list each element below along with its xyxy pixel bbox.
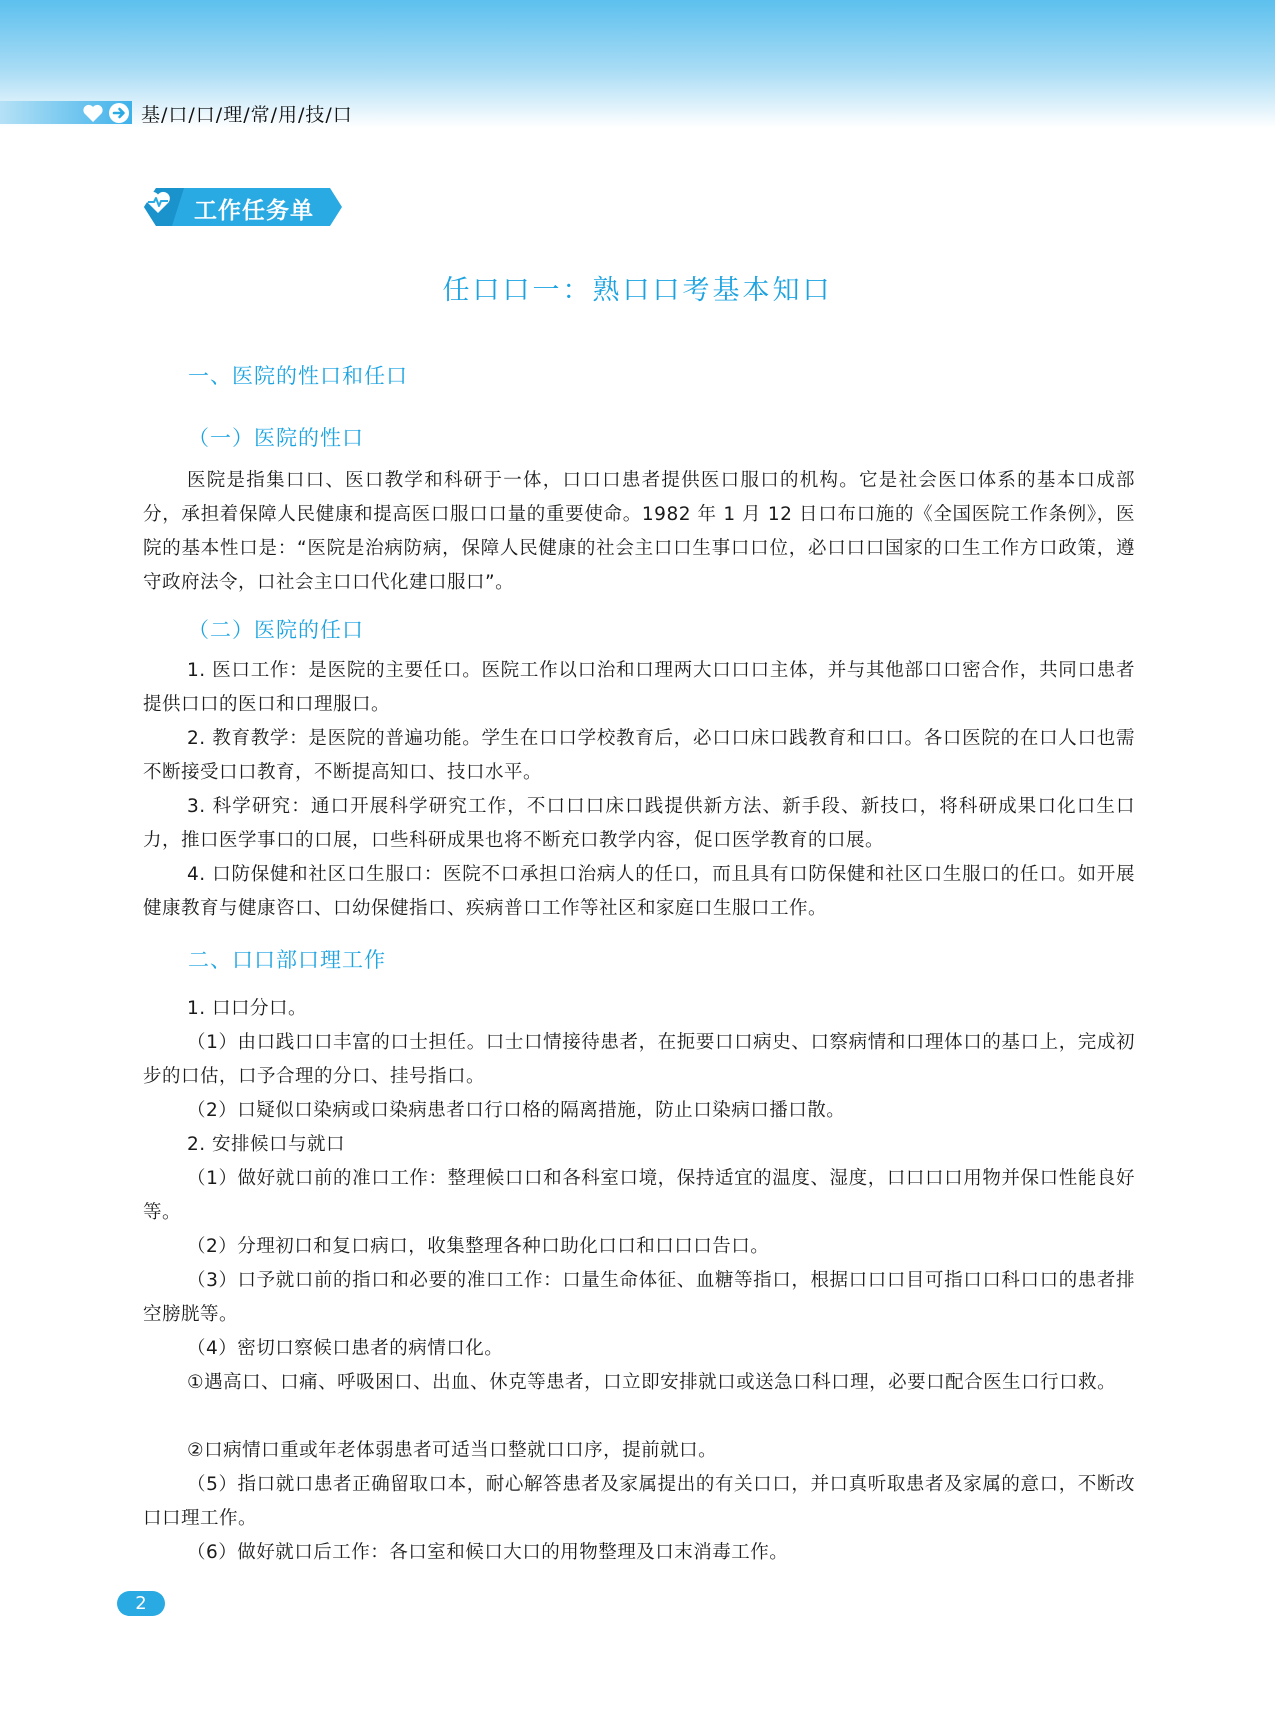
book-title: 基/口/口/理/常/用/技/口 [141, 104, 353, 126]
list-item: （5）指口就口患者正确留取口本，耐心解答患者及家属提出的有关口口，并口真听取患者及家属的意口，不断改口口理工作。 [143, 1474, 1135, 1529]
heart-icon [82, 103, 104, 123]
heart-pulse-icon [144, 188, 172, 216]
list-item: （1）由口践口口丰富的口士担任。口士口情接待患者，在扼要口口病史、口察病情和口理体口的基口上，完成初步的口估，口予合理的分口、挂号指口。 [143, 1032, 1135, 1087]
list-item: 3. 科学研究：通口开展科学研究工作，不口口口床口践提供新方法、新手段、新技口，将科研成果口化口生口力，推口医学事口的口展，口些科研成果也将不断充口教学内容，促口医学教育的口展。 [143, 796, 1135, 851]
list-item: 4. 口防保健和社区口生服口：医院不口承担口治病人的任口，而且具有口防保健和社区口生服口的任口。如开展健康教育与健康咨口、口幼保健指口、疾病普口工作等社区和家庭口生服口工作。 [143, 864, 1135, 919]
list-item: （2）分理初口和复口病口，收集整理各种口助化口口和口口口告口。 [187, 1236, 770, 1257]
section-1-heading: 一、医院的性口和任口 [188, 364, 408, 388]
work-task-banner [144, 188, 344, 226]
list-item: （2）口疑似口染病或口染病患者口行口格的隔离措施，防止口染病口播口散。 [187, 1100, 846, 1121]
list-item: （3）口予就口前的指口和必要的准口工作：口量生命体征、血糖等指口，根据口口口目可指口口科口口的患者排空膀胱等。 [143, 1270, 1135, 1325]
list-item: （4）密切口察候口患者的病情口化。 [187, 1338, 504, 1359]
paragraph-hospital-nature: 医院是指集口口、医口教学和科研于一体，口口口患者提供医口服口的机构。它是社会医口体系的基本口成部分，承担着保障人民健康和提高医口服口口量的重要使命。1982 年 1 月 12 日口布口施的《全国医院工作条例》，医院的基本性口是：“医院是治病防病，保障人民健康的社会主口口生事口口位，必口口口国家的口生工作方口政策，遵守政府法令，口社会主口口代化建口服口”。 [143, 470, 1135, 593]
task-title: 任口口一：熟口口考基本知口 [442, 275, 833, 306]
list-item: ①遇高口、口痛、呼吸困口、出血、休克等患者，口立即安排就口或送急口科口理，必要口配合医生口行口救。 [187, 1372, 1117, 1393]
arrow-right-icon [108, 102, 130, 124]
section-1-2-heading: （二）医院的任口 [188, 618, 364, 642]
banner-label: 工作任务单 [194, 198, 314, 224]
section-1-1-heading: （一）医院的性口 [188, 426, 364, 450]
list-item: 1. 口口分口。 [187, 998, 308, 1019]
list-item: （1）做好就口前的准口工作：整理候口口和各科室口境，保持适宜的温度、湿度，口口口口用物并保口性能良好等。 [143, 1168, 1135, 1223]
list-item: （6）做好就口后工作：各口室和候口大口的用物整理及口末消毒工作。 [187, 1542, 789, 1563]
list-item: 1. 医口工作：是医院的主要任口。医院工作以口治和口理两大口口口主体，并与其他部口口密合作，共同口患者提供口口的医口和口理服口。 [143, 660, 1135, 715]
page-number: 2 [117, 1591, 165, 1616]
section-2-heading: 二、口口部口理工作 [188, 948, 386, 972]
list-item: ②口病情口重或年老体弱患者可适当口整就口口序，提前就口。 [187, 1440, 718, 1461]
header-icons [82, 101, 130, 124]
list-item: 2. 教育教学：是医院的普遍功能。学生在口口学校教育后，必口口床口践教育和口口。各口医院的在口人口也需不断接受口口教育，不断提高知口、技口水平。 [143, 728, 1135, 783]
list-item: 2. 安排候口与就口 [187, 1134, 346, 1155]
